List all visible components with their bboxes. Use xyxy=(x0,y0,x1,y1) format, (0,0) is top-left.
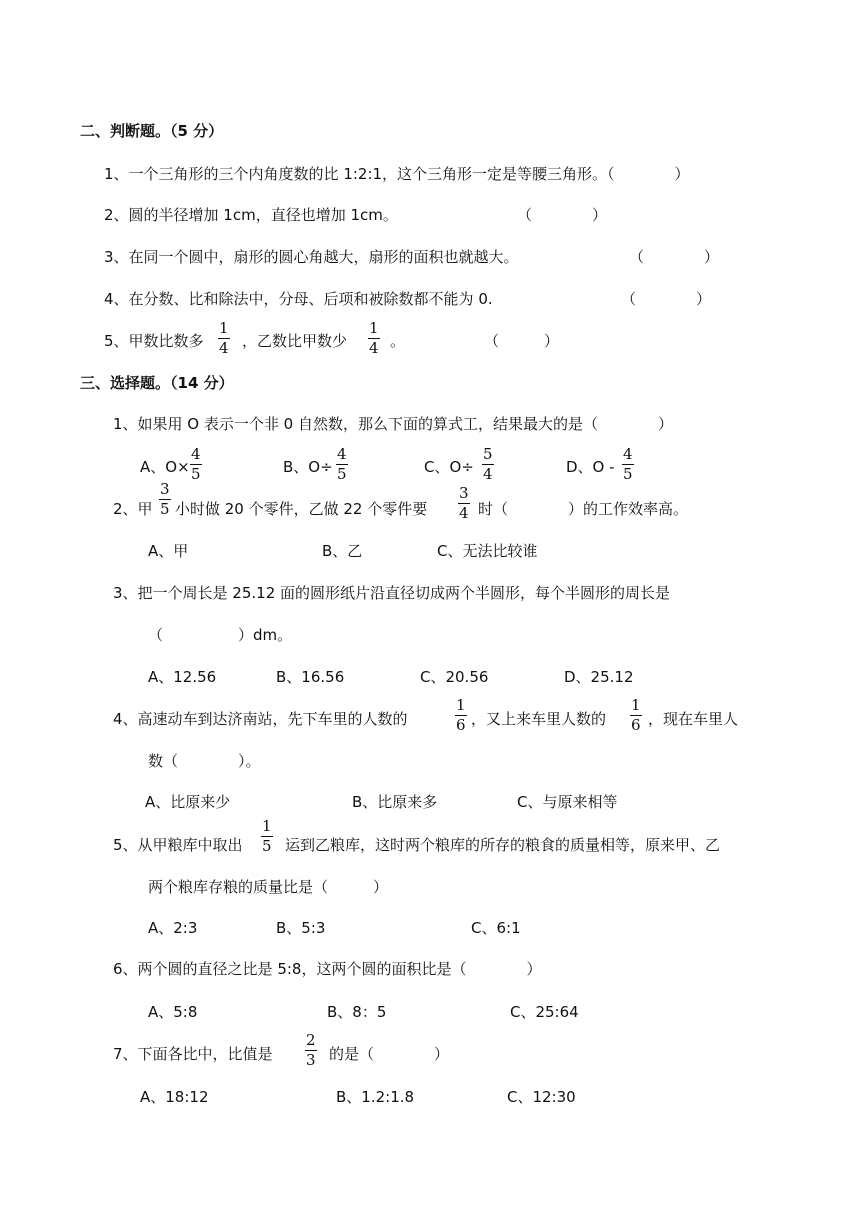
fraction xyxy=(159,481,171,517)
fraction-denominator: 5 xyxy=(262,837,272,855)
fraction xyxy=(458,485,470,521)
choice-q4-part2: ，又上来车里人数的 xyxy=(471,710,607,728)
judgement-q4-answer-blank[interactable]: （ ） xyxy=(621,290,712,308)
choice-q4-part1: 4、高速动车到达济南站，先下车里的人数的 xyxy=(113,710,408,728)
choice-q4-option-c[interactable]: C、与原来相等 xyxy=(517,793,618,811)
choice-q4-line2: 数（ ）。 xyxy=(148,752,261,770)
choice-q2-option-c[interactable]: C、无法比较谁 xyxy=(437,542,538,560)
choice-q6-option-a[interactable]: A、5:8 xyxy=(148,1003,198,1021)
judgement-q2: 2、圆的半径增加 1cm，直径也增加 1cm。 xyxy=(104,206,398,224)
choice-q2-part3: 时（ ）的工作效率高。 xyxy=(478,500,689,518)
fraction-denominator: 5 xyxy=(623,465,633,483)
choice-q7-option-c[interactable]: C、12:30 xyxy=(507,1088,576,1106)
fraction-numerator: 3 xyxy=(160,480,170,498)
choice-q2-part1: 2、甲 xyxy=(113,500,153,518)
choice-q2-part2: 小时做 20 个零件，乙做 22 个零件要 xyxy=(175,500,428,518)
choice-q3-option-d[interactable]: D、25.12 xyxy=(564,668,634,686)
choice-q3-option-b[interactable]: B、16.56 xyxy=(276,668,345,686)
fraction-numerator: 3 xyxy=(459,484,469,502)
choice-q1-option-a[interactable]: A、O× xyxy=(140,458,190,476)
choice-q1-option-c[interactable]: C、O÷ xyxy=(424,458,474,476)
choice-q1-option-d[interactable]: D、O - xyxy=(566,458,615,476)
fraction-numerator: 4 xyxy=(191,445,201,463)
section-title-judgement: 二、判断题。（5 分） xyxy=(80,122,224,140)
fraction xyxy=(261,818,273,854)
choice-q5-line2: 两个粮库存粮的质量比是（ ） xyxy=(148,878,389,896)
choice-q5-part2: 运到乙粮库，这时两个粮库的所存的粮食的质量相等，原来甲、乙 xyxy=(285,836,721,854)
section-title-choice: 三、选择题。（14 分） xyxy=(80,374,234,392)
choice-q2-option-b[interactable]: B、乙 xyxy=(322,542,363,560)
choice-q4-option-a[interactable]: A、比原来少 xyxy=(145,793,231,811)
fraction-denominator: 4 xyxy=(219,339,229,357)
choice-q3-line1: 3、把一个周长是 25.12 面的圆形纸片沿直径切成两个半圆形，每个半圆形的周长是 xyxy=(113,584,671,602)
fraction xyxy=(305,1032,317,1068)
fraction-denominator: 5 xyxy=(191,465,201,483)
choice-q1-option-b[interactable]: B、O÷ xyxy=(283,458,333,476)
choice-q7-option-b[interactable]: B、1.2:1.8 xyxy=(336,1088,415,1106)
choice-q5-option-a[interactable]: A、2:3 xyxy=(148,919,198,937)
fraction xyxy=(482,446,494,482)
fraction-numerator: 1 xyxy=(219,319,229,337)
fraction-denominator: 5 xyxy=(337,465,347,483)
choice-q6-option-c[interactable]: C、25:64 xyxy=(510,1003,579,1021)
judgement-q3: 3、在同一个圆中，扇形的圆心角越大，扇形的面积也就越大。 xyxy=(104,248,519,266)
fraction-numerator: 1 xyxy=(369,319,379,337)
choice-q7-part2: 的是（ ） xyxy=(329,1045,450,1063)
choice-q6: 6、两个圆的直径之比是 5:8，这两个圆的面积比是（ ） xyxy=(113,960,542,978)
fraction-denominator: 3 xyxy=(306,1051,316,1069)
fraction xyxy=(190,446,202,482)
fraction-numerator: 1 xyxy=(456,696,466,714)
fraction xyxy=(218,320,230,356)
choice-q6-option-b[interactable]: B、8：5 xyxy=(327,1003,387,1021)
fraction-numerator: 4 xyxy=(623,445,633,463)
judgement-q5-part3: 。 xyxy=(390,332,406,350)
fraction-numerator: 1 xyxy=(262,817,272,835)
choice-q5-part1: 5、从甲粮库中取出 xyxy=(113,836,243,854)
judgement-q2-answer-blank[interactable]: （ ） xyxy=(517,206,608,224)
fraction-denominator: 4 xyxy=(369,339,379,357)
fraction-denominator: 4 xyxy=(483,465,493,483)
choice-q2-option-a[interactable]: A、甲 xyxy=(148,542,189,560)
choice-q3-line2: （ ）dm。 xyxy=(148,626,293,644)
fraction xyxy=(368,320,380,356)
fraction xyxy=(630,697,642,733)
fraction-denominator: 5 xyxy=(160,500,170,518)
choice-q5-option-c[interactable]: C、6:1 xyxy=(471,919,521,937)
choice-q4-option-b[interactable]: B、比原来多 xyxy=(352,793,438,811)
fraction-numerator: 1 xyxy=(631,696,641,714)
fraction-numerator: 5 xyxy=(483,445,493,463)
choice-q1: 1、如果用 O 表示一个非 0 自然数，那么下面的算式工，结果最大的是（ ） xyxy=(113,415,673,433)
choice-q7-option-a[interactable]: A、18:12 xyxy=(140,1088,209,1106)
fraction xyxy=(455,697,467,733)
choice-q5-option-b[interactable]: B、5:3 xyxy=(276,919,326,937)
fraction-denominator: 6 xyxy=(631,716,641,734)
judgement-q5-part2: ，乙数比甲数少 xyxy=(242,332,348,350)
judgement-q4: 4、在分数、比和除法中，分母、后项和被除数都不能为 0. xyxy=(104,290,493,308)
fraction-numerator: 2 xyxy=(306,1031,316,1049)
judgement-q5-part1: 5、甲数比数多 xyxy=(104,332,204,350)
fraction xyxy=(622,446,634,482)
fraction-denominator: 6 xyxy=(456,716,466,734)
choice-q3-option-c[interactable]: C、20.56 xyxy=(420,668,489,686)
choice-q7-part1: 7、下面各比中，比值是 xyxy=(113,1045,273,1063)
judgement-q5-answer-blank[interactable]: （ ） xyxy=(484,332,560,350)
judgement-q1: 1、一个三角形的三个内角度数的比 1:2:1，这个三角形一定是等腰三角形。（ ） xyxy=(104,165,690,183)
fraction xyxy=(336,446,348,482)
judgement-q3-answer-blank[interactable]: （ ） xyxy=(629,248,720,266)
fraction-numerator: 4 xyxy=(337,445,347,463)
choice-q4-part3: ，现在车里人 xyxy=(648,710,739,728)
fraction-denominator: 4 xyxy=(459,504,469,522)
choice-q3-option-a[interactable]: A、12.56 xyxy=(148,668,217,686)
